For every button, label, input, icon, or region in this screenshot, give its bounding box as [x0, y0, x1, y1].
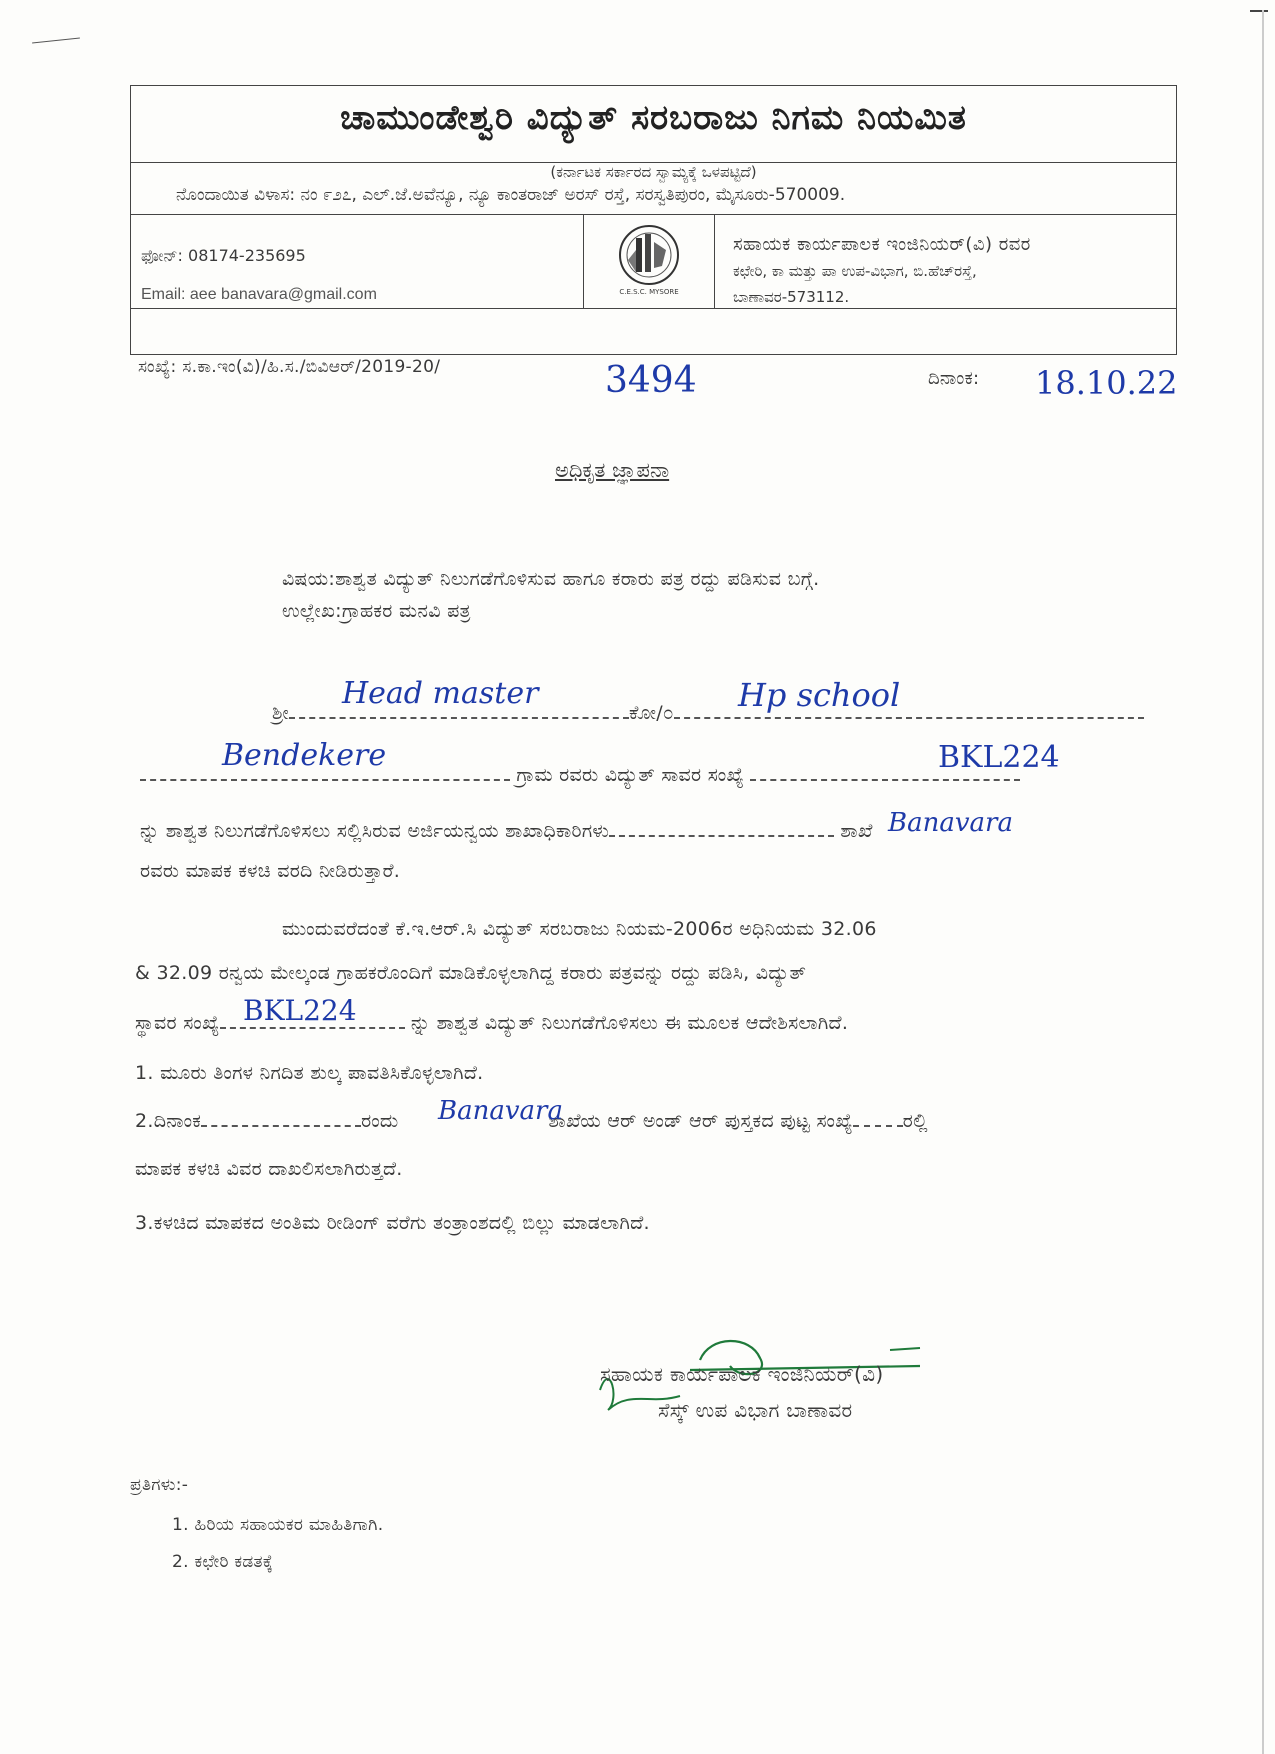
item2-randu: ರಂದು	[361, 1110, 399, 1132]
letterhead-box	[130, 85, 1177, 355]
ref-number: 3494	[605, 360, 697, 401]
company-name: ಚಾಮುಂಡೇಶ್ವರಿ ವಿದ್ಯುತ್ ಸರಬರಾಜು ನಿಗಮ ನಿಯಮಿತ	[340, 98, 967, 138]
scan-edge	[1262, 10, 1264, 1754]
email: Email: aee banavara@gmail.com	[141, 286, 377, 303]
logo-caption: C.E.S.C. MYSORE	[619, 288, 679, 296]
item-2-line2: ಮಾಪಕ ಕಳಚಿ ವಿವರ ದಾಖಲಿಸಲಾಗಿರುತ್ತದೆ.	[135, 1158, 403, 1180]
phone: ಫೋನ್: 08174-235695	[141, 246, 306, 265]
item-3: 3.ಕಳಚಿದ ಮಾಪಕದ ಅಂತಿಮ ರೀಡಿಂಗ್ ವರೆಗು ತಂತ್ರಾಂಶದಲ್ಲಿ ಬಿಲ್ಲು ಮಾಡಲಾಗಿದೆ.	[135, 1212, 650, 1234]
para2-line3	[135, 1012, 848, 1034]
page-blank	[853, 1125, 903, 1127]
office-line3: ಬಾಣಾವರ-573112.	[733, 288, 850, 306]
rr-handwritten: BKL224	[938, 740, 1060, 775]
item2-date-label: 2.ದಿನಾಂಕ	[135, 1110, 202, 1132]
village-handwritten: Bendekere	[222, 738, 387, 773]
para2-line1: ಮುಂದುವರೆದಂತೆ ಕೆ.ಇ.ಆರ್.ಸಿ ವಿದ್ಯುತ್ ಸರಬರಾಜು ನಿಯಮ-2006ರ ಅಧಿನಿಯಮ 32.06	[282, 918, 877, 940]
branch-suffix: ಶಾಖೆ	[840, 820, 873, 842]
item-1: 1. ಮೂರು ತಿಂಗಳ ನಿಗದಿತ ಶುಲ್ಕ ಪಾವತಿಸಿಕೊಳ್ಳಲಾಗಿದೆ.	[135, 1062, 484, 1084]
date-blank	[201, 1125, 361, 1127]
name-handwritten: Head master	[342, 676, 539, 711]
branch-handwritten: Banavara	[888, 808, 1013, 838]
item2-text: ಶಾಖೆಯ ಆರ್ ಅಂಡ್ ಆರ್ ಪುಸ್ತಕದ ಪುಟ್ಟ ಸಂಖ್ಯೆ	[548, 1110, 853, 1132]
scan-mark	[32, 37, 80, 43]
name-blank	[289, 717, 629, 719]
copy-item-1: 1. ಹಿರಿಯ ಸಹಾಯಕರ ಮಾಹಿತಿಗಾಗಿ.	[172, 1515, 384, 1535]
memo-title: ಅಧಿಕೃತ ಜ್ಞಾಪನಾ	[555, 458, 670, 482]
cesc-logo	[614, 220, 684, 300]
rr-blank-2	[220, 1027, 405, 1029]
para2-line2: & 32.09 ರನ್ವಯ ಮೇಲ್ಕಂಡ ಗ್ರಾಹಕರೊಂದಿಗೆ ಮಾಡಿಕೊಳ್ಳಲಾಗಿದ್ದ ಕರಾರು ಪತ್ರವನ್ನು ರದ್ದು ಪಡಿಸಿ, ವಿದ್ಯುತ್	[135, 962, 807, 984]
sthavara-label: ಸ್ಥಾವರ ಸಂಖ್ಯೆ	[135, 1012, 220, 1034]
rr-handwritten-2: BKL224	[243, 994, 357, 1027]
item2-ralli: ರಲ್ಲಿ	[902, 1110, 928, 1132]
copies-label: ಪ್ರತಿಗಳು:-	[130, 1475, 189, 1495]
date-label: ದಿನಾಂಕ:	[928, 368, 980, 389]
copy-item-2: 2. ಕಛೇರಿ ಕಡತಕ್ಕೆ	[172, 1552, 274, 1572]
rr-blank	[750, 779, 1020, 781]
place-handwritten: Hp school	[738, 676, 901, 714]
line3-text: ನ್ನು ಶಾಶ್ವತ ನಿಲುಗಡೆಗೊಳಿಸಲು ಸಲ್ಲಿಸಿರುವ ಅರ್ಜಿಯನ್ವಯ ಶಾಖಾಧಿಕಾರಿಗಳು	[140, 820, 610, 842]
ko-label: ಕೋ/೦	[629, 702, 674, 724]
place-blank	[674, 717, 1144, 719]
scan-mark	[1250, 10, 1268, 12]
branch-blank	[609, 835, 834, 837]
village-suffix: ಗ್ರಾಮ ರವರು ವಿದ್ಯುತ್ ಸಾವರ ಸಂಖ್ಯೆ	[516, 764, 745, 786]
office-line2: ಕಛೇರಿ, ಕಾ ಮತ್ತು ಪಾ ಉಪ-ವಿಭಾಗ, ಬಿ.ಹೆಚ್‌ರಸ್ತೆ,	[733, 262, 977, 280]
line4: ರವರು ಮಾಪಕ ಕಳಚಿ ವರದಿ ನೀಡಿರುತ್ತಾರೆ.	[140, 860, 401, 882]
subject: ವಿಷಯ:ಶಾಶ್ವತ ವಿದ್ಯುತ್ ನಿಲುಗಡೆಗೊಳಿಸುವ ಹಾಗೂ ಕರಾರು ಪತ್ರ ರದ್ದು ಪಡಿಸುವ ಬಗ್ಗೆ.	[282, 568, 820, 590]
registered-address: ನೊಂದಾಯಿತ ವಿಳಾಸ: ನಂ ೯೨೭, ಎಲ್.ಜೆ.ಅವೆನ್ಯೂ, ನ್ಯೂ ಕಾಂತರಾಜ್ ಅರಸ್ ರಸ್ತೆ, ಸರಸ್ವತಿಪುರಂ, ಮೈಸೂರು-570009.	[176, 185, 846, 205]
ref-label: ಸಂಖ್ಯೆ: ಸ.ಕಾ.ಇಂ(ವಿ)/ಹಿ.ಸ./ಬಿವಿಆರ್/2019-20/	[138, 357, 441, 377]
reference: ಉಲ್ಲೇಖ:ಗ್ರಾಹಕರ ಮನವಿ ಪತ್ರ	[282, 600, 471, 622]
govt-note: (ಕರ್ನಾಟಕ ಸರ್ಕಾರದ ಸ್ವಾಮ್ಯಕ್ಕೆ ಒಳಪಟ್ಟಿದೆ)	[550, 163, 757, 181]
date-value: 18.10.22	[1035, 364, 1178, 402]
signature-designation: ಸಹಾಯಕ ಕಾರ್ಯಪಾಲಕ ಇಂಜಿನಿಯರ್(ವಿ)	[600, 1362, 884, 1386]
para2-line3-text: ನ್ನು ಶಾಶ್ವತ ವಿದ್ಯುತ್ ನಿಲುಗಡೆಗೊಳಿಸಲು ಈ ಮೂಲಕ ಆದೇಶಿಸಲಾಗಿದೆ.	[410, 1012, 849, 1034]
branch-handwritten-2: Banavara	[438, 1096, 563, 1126]
office-title: ಸಹಾಯಕ ಕಾರ್ಯಪಾಲಕ ಇಂಜಿನಿಯರ್(ವಿ) ರವರ	[733, 234, 1031, 255]
signature-office: ಸೆಸ್ಕ್ ಉಪ ವಿಭಾಗ ಬಾಣಾವರ	[658, 1398, 853, 1422]
shri-label: ಶ್ರೀ	[272, 702, 290, 724]
village-blank	[140, 779, 510, 781]
line3	[140, 820, 873, 842]
